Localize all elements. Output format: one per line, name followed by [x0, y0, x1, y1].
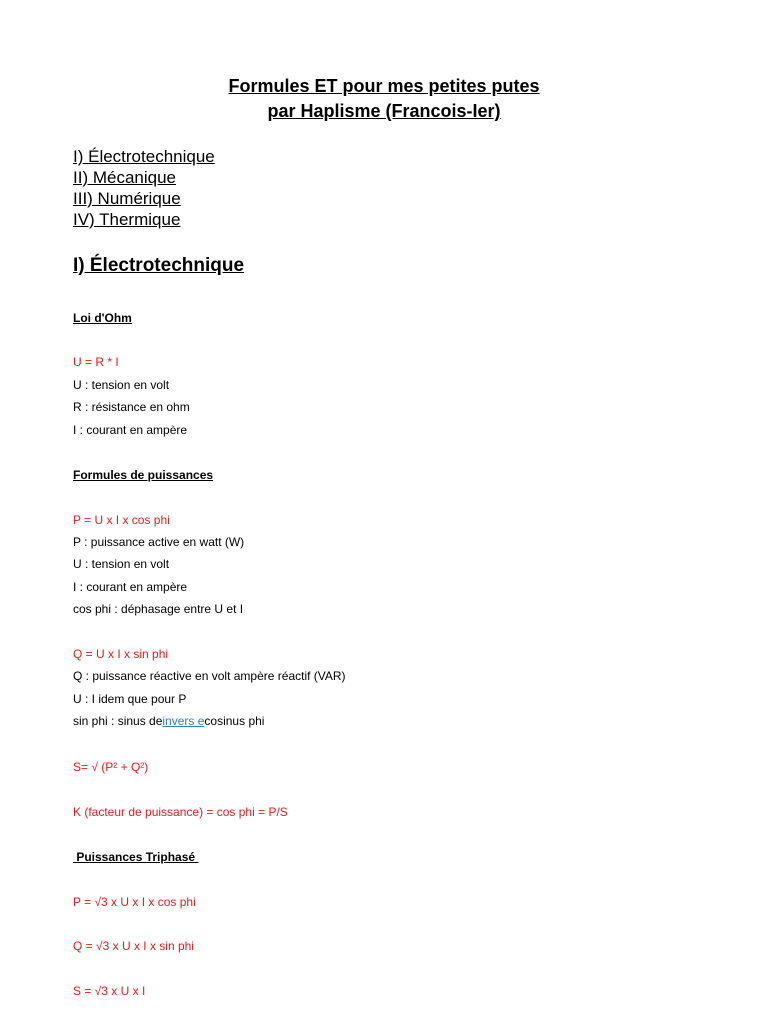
p-line-p: P : puissance active en watt (W) — [73, 535, 245, 549]
q-line-q: Q : puissance réactive en volt ampère réactif (VAR) — [73, 669, 346, 683]
sin-phi-line — [73, 713, 264, 729]
subheading-loi-ohm: Loi d'Ohm — [73, 311, 132, 325]
formula-p: P = U x I x cos phi — [73, 513, 170, 527]
q-line-ui: U : I idem que pour P — [73, 692, 187, 706]
toc-item-thermique[interactable]: IV) Thermique — [73, 210, 181, 229]
document-title: Formules ET pour mes petites putes — [228, 76, 540, 96]
formula-p-triphase: P = √3 x U x I x cos phi — [73, 895, 196, 909]
sin-phi-text-after: cosinus phi — [204, 714, 265, 728]
ohm-line-i: I : courant en ampère — [73, 423, 188, 437]
sin-phi-text-before: sin phi : sinus de — [73, 714, 163, 728]
subheading-triphase: Puissances Triphasé — [73, 850, 199, 864]
toc-item-electrotechnique[interactable]: I) Électrotechnique — [73, 147, 215, 166]
document-subtitle: par Haplisme (Francois-Ier) — [267, 101, 501, 121]
formula-s-triphase: S = √3 x U x I — [73, 984, 146, 998]
section-heading-electrotechnique: I) Électrotechnique — [73, 255, 245, 276]
toc-item-mecanique[interactable]: II) Mécanique — [73, 168, 176, 187]
subheading-puissances: Formules de puissances — [73, 468, 214, 482]
p-line-u: U : tension en volt — [73, 557, 170, 571]
ohm-line-r: R : résistance en ohm — [73, 400, 190, 414]
inverse-link[interactable]: invers e — [162, 714, 205, 728]
formula-q: Q = U x I x sin phi — [73, 647, 169, 661]
ohm-line-u: U : tension en volt — [73, 378, 170, 392]
p-line-i: I : courant en ampère — [73, 580, 188, 594]
formula-q-triphase: Q = √3 x U x I x sin phi — [73, 939, 194, 953]
toc-item-numerique[interactable]: III) Numérique — [73, 189, 181, 208]
formula-s: S= √ (P² + Q²) — [73, 760, 149, 774]
formula-ohm: U = R * I — [73, 355, 119, 369]
p-line-cosphi: cos phi : déphasage entre U et I — [73, 602, 244, 616]
formula-k: K (facteur de puissance) = cos phi = P/S — [73, 805, 288, 819]
